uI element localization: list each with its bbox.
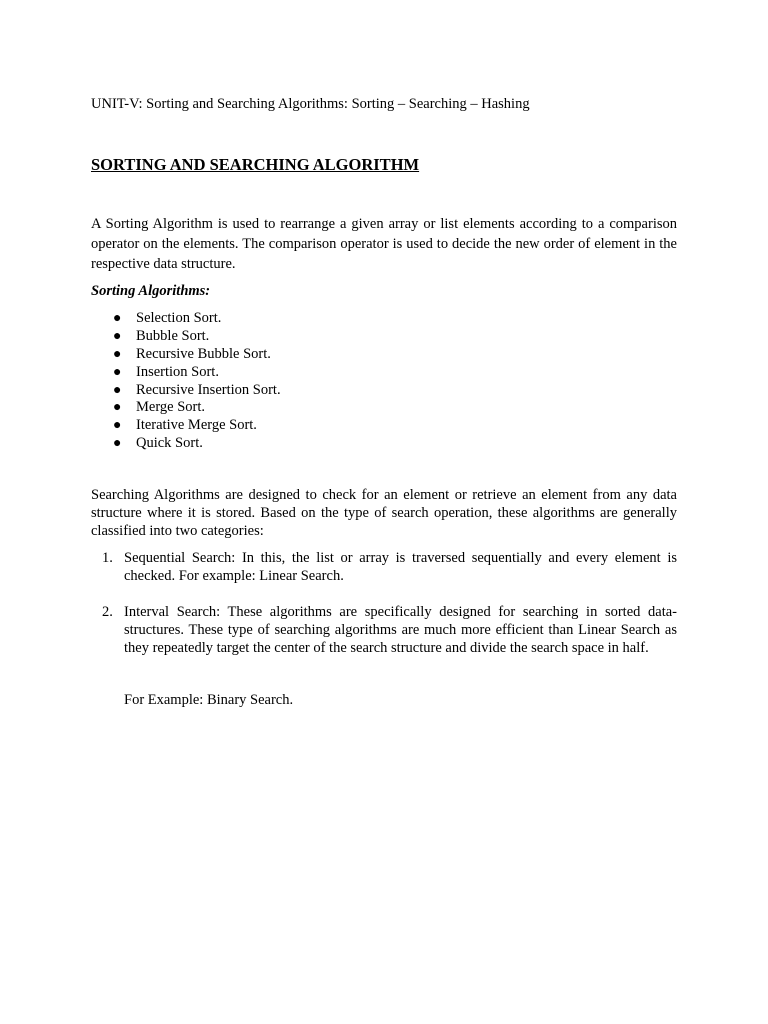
list-item-text: Sequential Search: In this, the list or array is traversed sequentially and every element is checked. For example: Linear Search. (124, 550, 677, 584)
list-item-text: Recursive Bubble Sort. (136, 345, 271, 362)
bullet-icon: ● (113, 382, 122, 398)
bullet-icon: ● (113, 328, 122, 344)
list-item-text: Insertion Sort. (136, 363, 219, 380)
list-item (91, 417, 281, 435)
list-item (91, 364, 281, 382)
list-item (91, 435, 281, 453)
sorting-algorithms-label: Sorting Algorithms: (91, 283, 211, 299)
bullet-icon: ● (113, 364, 122, 380)
binary-search-example: For Example: Binary Search. (124, 692, 294, 708)
list-item-text: Selection Sort. (136, 310, 222, 326)
unit-title: UNIT-V: Sorting and Searching Algorithms: Sorting – Searching – Hashing (91, 96, 530, 112)
list-item (91, 346, 281, 364)
search-category-sequential (91, 549, 677, 585)
list-item-text: Recursive Insertion Sort. (136, 381, 281, 398)
bullet-icon: ● (113, 346, 122, 362)
list-item (91, 328, 281, 346)
list-item-text: Iterative Merge Sort. (136, 417, 257, 434)
list-item (91, 310, 281, 328)
searching-intro-paragraph: Searching Algorithms are designed to check for an element or retrieve an element from any data structure where it is stored. Based on the type of search operation, these algorithms are generally classified into two categories: (91, 487, 677, 539)
list-item-text: Interval Search: These algorithms are specifically designed for searching in sorted data-structures. These type of searching algorithms are much more efficient than Linear Search as they repeatedly target the center of the search structure and divide the search space in half. (124, 604, 677, 656)
list-item (91, 399, 281, 417)
bullet-icon: ● (113, 418, 122, 434)
sorting-algorithms-list (91, 310, 281, 453)
list-item (91, 382, 281, 400)
list-number: 2. (102, 604, 113, 620)
list-number: 1. (102, 550, 113, 566)
sorting-intro-paragraph: A Sorting Algorithm is used to rearrange a given array or list elements according to a comparison operator on the elements. The comparison operator is used to decide the new order of element in the respective data structure. (91, 216, 677, 272)
search-category-interval (91, 603, 677, 657)
section-heading: SORTING AND SEARCHING ALGORITHM (91, 155, 420, 174)
list-item-text: Quick Sort. (136, 435, 203, 452)
bullet-icon: ● (113, 436, 122, 452)
list-item-text: Bubble Sort. (136, 327, 210, 344)
bullet-icon: ● (113, 311, 122, 326)
bullet-icon: ● (113, 400, 122, 416)
list-item-text: Merge Sort. (136, 399, 206, 416)
